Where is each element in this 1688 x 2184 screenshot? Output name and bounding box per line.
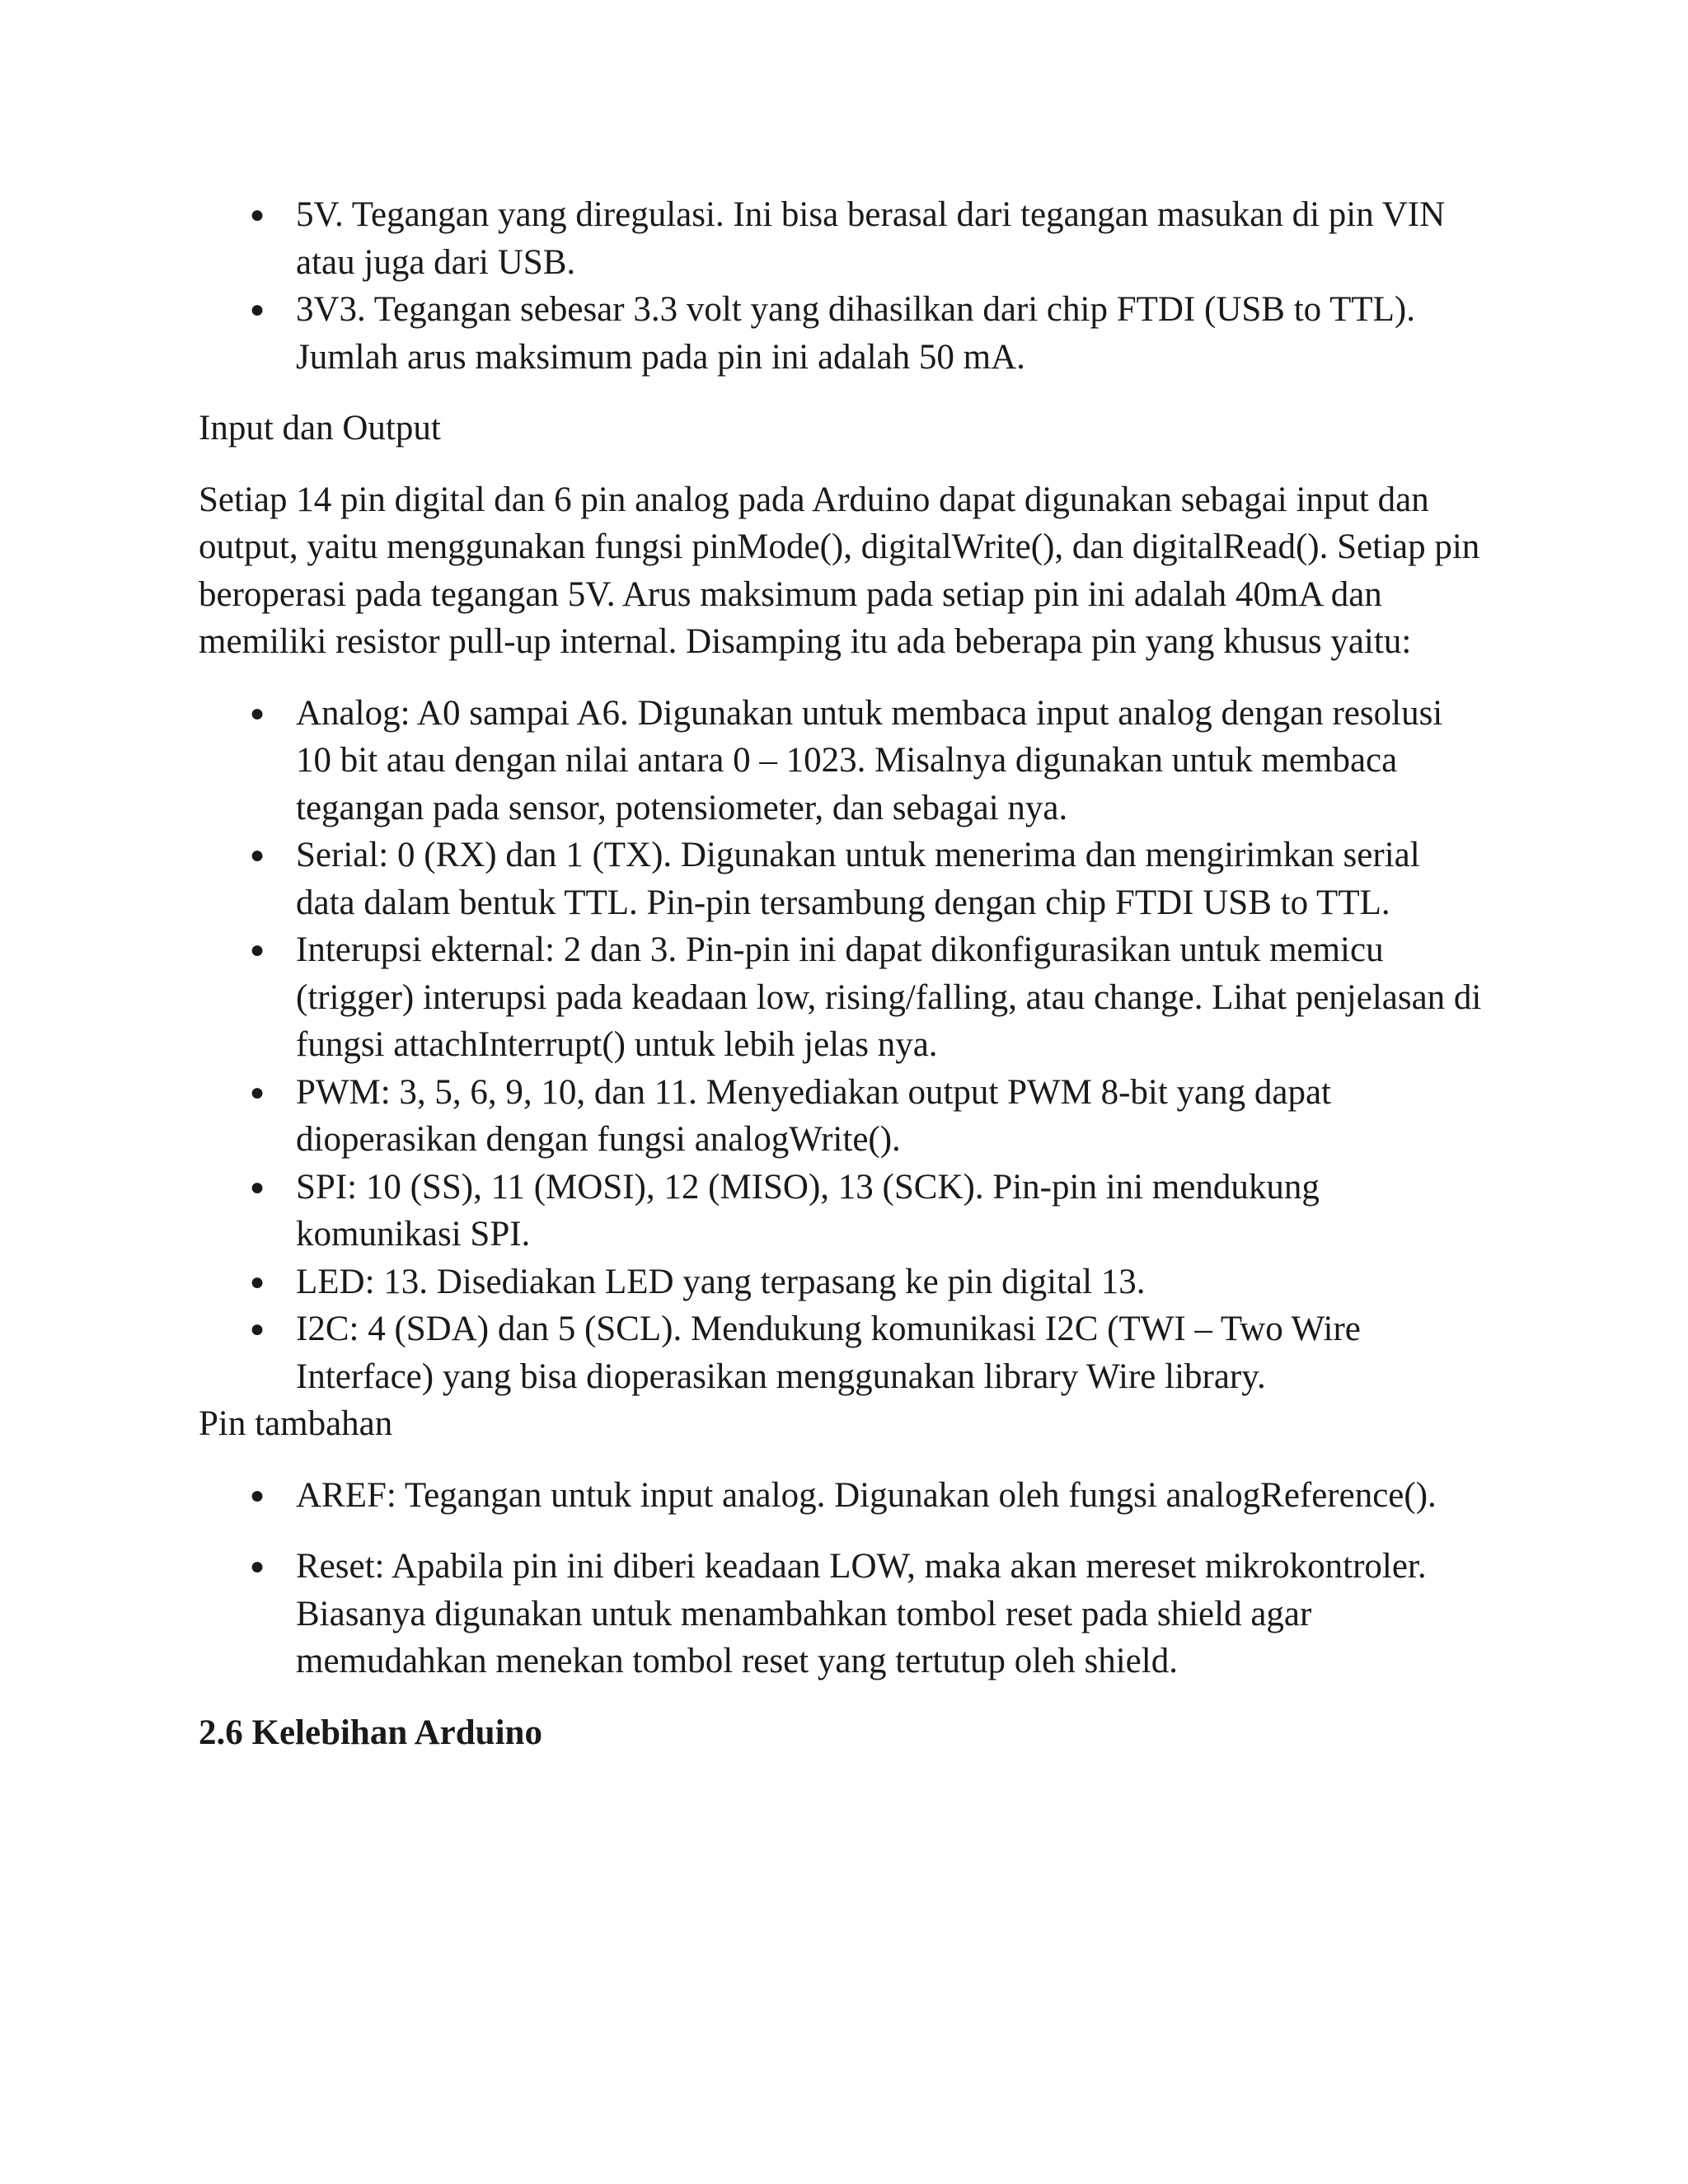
- extra-pin-list-2: [199, 1543, 1484, 1685]
- list-item: ● AREF: Tegangan untuk input analog. Digunakan oleh fungsi analogReference().: [199, 1472, 1484, 1520]
- bullet-icon: ●: [250, 1481, 265, 1509]
- page-content: [199, 191, 1484, 1756]
- section-heading: 2.6 Kelebihan Arduino: [199, 1713, 542, 1752]
- list-item: ● I2C: 4 (SDA) dan 5 (SCL). Mendukung komunikasi I2C (TWI – Two Wire Interface) yang bisa dioperasikan menggunakan library Wire library.: [199, 1305, 1484, 1400]
- bullet-icon: ●: [250, 296, 265, 323]
- list-item: ● Analog: A0 sampai A6. Digunakan untuk membaca input analog dengan resolusi 10 bit atau dengan nilai antara 0 – 1023. Misalnya digunakan untuk membaca tegangan pada sensor, potensiometer, dan sebagai nya.: [199, 690, 1484, 832]
- bullet-icon: ●: [250, 201, 265, 228]
- list-item: ● Interupsi ekternal: 2 dan 3. Pin-pin ini dapat dikonfigurasikan untuk memicu (trigger) interupsi pada keadaan low, rising/falling, atau change. Lihat penjelasan di fungsi attachInterrupt() untuk lebih jelas nya.: [199, 926, 1484, 1069]
- bullet-icon: ●: [250, 699, 265, 727]
- list-item: ● SPI: 10 (SS), 11 (MOSI), 12 (MISO), 13 (SCK). Pin-pin ini mendukung komunikasi SPI.: [199, 1164, 1484, 1258]
- bullet-icon: ●: [250, 1173, 265, 1201]
- section-title-input-output: Input dan Output: [199, 409, 441, 448]
- list-item: ● Serial: 0 (RX) dan 1 (TX). Digunakan untuk menerima dan mengirimkan serial data dalam bentuk TTL. Pin-pin tersambung dengan chip FTDI USB to TTL.: [199, 832, 1484, 926]
- list-item: ● PWM: 3, 5, 6, 9, 10, dan 11. Menyediakan output PWM 8-bit yang dapat dioperasikan dengan fungsi analogWrite().: [199, 1069, 1484, 1164]
- io-paragraph: Setiap 14 pin digital dan 6 pin analog pada Arduino dapat digunakan sebagai input dan output, yaitu menggunakan fungsi pinMode(), digitalWrite(), dan digitalRead(). Setiap pin beroperasi pada tegangan 5V. Arus maksimum pada setiap pin ini adalah 40mA dan memiliki resistor pull-up internal. Disamping itu ada beberapa pin yang khusus yaitu:: [199, 480, 1480, 661]
- list-item: ● Reset: Apabila pin ini diberi keadaan LOW, maka akan mereset mikrokontroler. Biasanya digunakan untuk menambahkan tombol reset pada shield agar memudahkan menekan tombol reset yang tertutup oleh shield.: [199, 1543, 1484, 1685]
- list-item: ● LED: 13. Disediakan LED yang terpasang ke pin digital 13.: [199, 1258, 1484, 1306]
- bullet-icon: ●: [250, 1268, 265, 1296]
- list-item: ● 5V. Tegangan yang diregulasi. Ini bisa berasal dari tegangan masukan di pin VIN atau juga dari USB.: [199, 191, 1484, 286]
- power-pin-list: [199, 191, 1484, 381]
- list-item: ● 3V3. Tegangan sebesar 3.3 volt yang dihasilkan dari chip FTDI (USB to TTL). Jumlah arus maksimum pada pin ini adalah 50 mA.: [199, 286, 1484, 381]
- bullet-icon: ●: [250, 841, 265, 869]
- special-pin-list: [199, 690, 1484, 1401]
- bullet-icon: ●: [250, 1078, 265, 1106]
- section-title-pin-tambahan: Pin tambahan: [199, 1404, 393, 1443]
- bullet-icon: ●: [250, 1315, 265, 1343]
- bullet-icon: ●: [250, 936, 265, 963]
- extra-pin-list: [199, 1472, 1484, 1520]
- bullet-icon: ●: [250, 1553, 265, 1580]
